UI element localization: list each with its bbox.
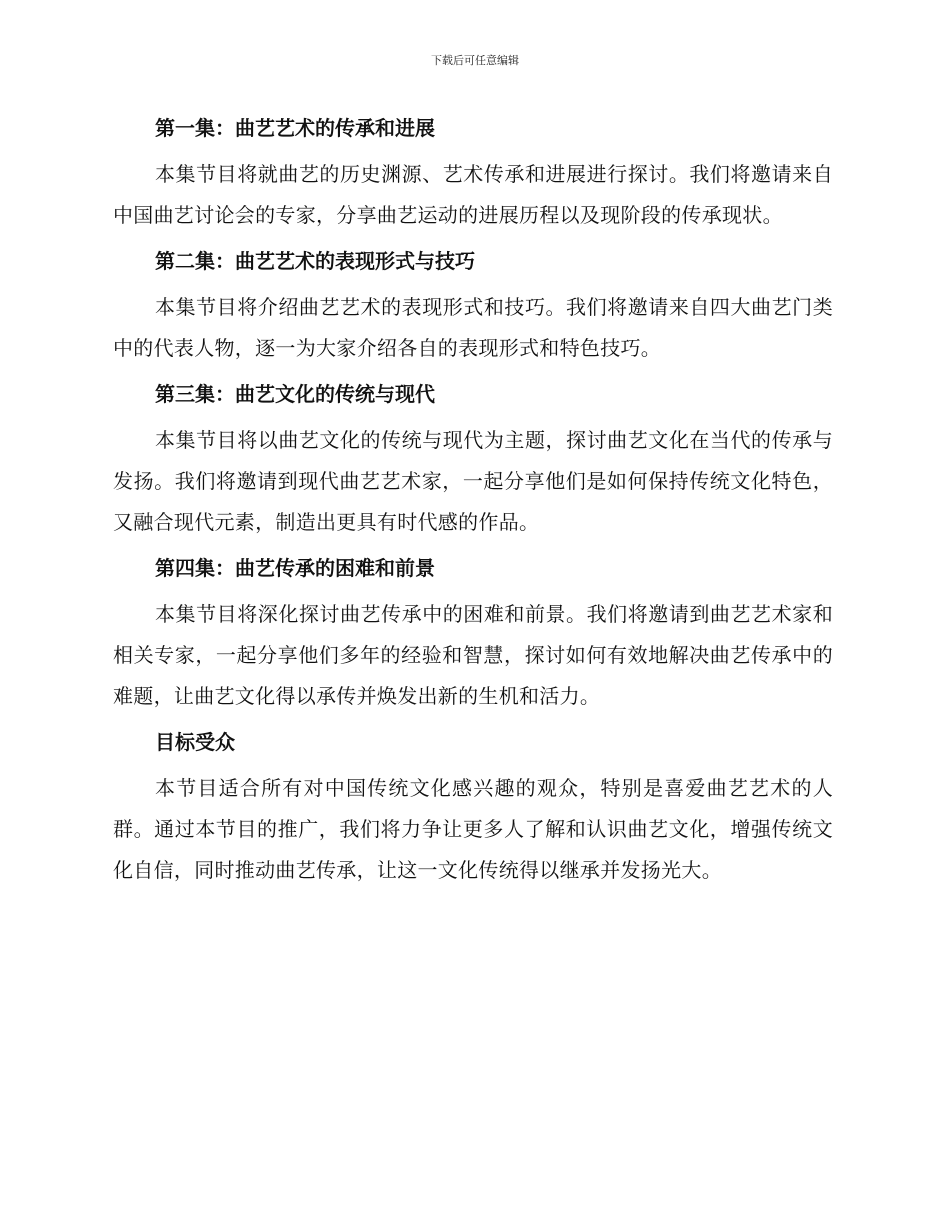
section-paragraph: 本集节目将介绍曲艺艺术的表现形式和技巧。我们将邀请来自四大曲艺门类中的代表人物，逐一为大家介绍各自的表现形式和特色技巧。 xyxy=(113,295,833,360)
section-heading: 第二集：曲艺艺术的表现形式与技巧 xyxy=(155,249,475,273)
section-heading: 第三集：曲艺文化的传统与现代 xyxy=(155,382,435,406)
section-episode-4 xyxy=(113,548,833,717)
section-target-audience xyxy=(113,722,833,891)
section-heading: 目标受众 xyxy=(155,730,235,754)
page-header: 下载后可任意编辑 xyxy=(431,54,519,67)
section-paragraph: 本集节目将以曲艺文化的传统与现代为主题，探讨曲艺文化在当代的传承与发扬。我们将邀请到现代曲艺艺术家，一起分享他们是如何保持传统文化特色，又融合现代元素，制造出更具有时代感的作品。 xyxy=(113,428,833,534)
section-paragraph: 本节目适合所有对中国传统文化感兴趣的观众，特别是喜爱曲艺艺术的人群。通过本节目的推广，我们将力争让更多人了解和认识曲艺文化，增强传统文化自信，同时推动曲艺传承，让这一文化传统得以继承并发扬光大。 xyxy=(113,776,833,882)
section-episode-1 xyxy=(113,108,833,236)
section-heading: 第一集：曲艺艺术的传承和进展 xyxy=(155,116,435,140)
document-body xyxy=(113,108,833,896)
section-paragraph: 本集节目将就曲艺的历史渊源、艺术传承和进展进行探讨。我们将邀请来自中国曲艺讨论会的专家，分享曲艺运动的进展历程以及现阶段的传承现状。 xyxy=(113,162,833,227)
section-paragraph: 本集节目将深化探讨曲艺传承中的困难和前景。我们将邀请到曲艺艺术家和相关专家，一起分享他们多年的经验和智慧，探讨如何有效地解决曲艺传承中的难题，让曲艺文化得以承传并焕发出新的生机和活力。 xyxy=(113,602,833,708)
section-heading: 第四集：曲艺传承的困难和前景 xyxy=(155,556,435,580)
section-episode-3 xyxy=(113,374,833,543)
section-episode-2 xyxy=(113,241,833,369)
